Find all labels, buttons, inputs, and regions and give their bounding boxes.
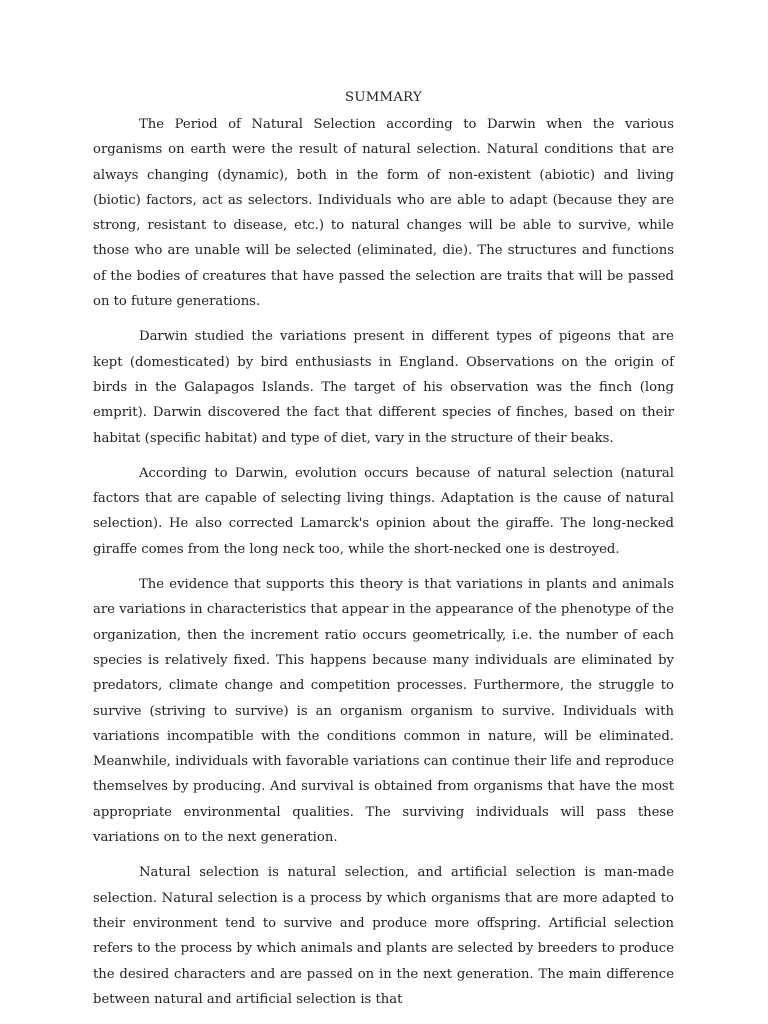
- paragraph-darwin-pigeons-finches: Darwin studied the variations present in different types of pigeons that are kept (domesticated) by bird enthusiasts in England. Observations on the origin of birds in the Galapagos Islands. The target of his observation was the finch (long emprit). Darwin discovered the fact that different species of finches, based on their habitat (specific habitat) and type of diet, vary in the structure of their beaks.: [93, 329, 674, 446]
- paragraph-natural-selection-period: The Period of Natural Selection according to Darwin when the various organisms on earth were the result of natural selection. Natural conditions that are always changing (dynamic), both in the form of non-existent (abiotic) and living (biotic) factors, act as selectors. Individuals who are able to adapt (because they are strong, resistant to disease, etc.) to natural changes will be able to survive, while those who are unable will be selected (eliminated, die). The structures and functions of the bodies of creatures that have passed the selection are traits that will be passed on to future generations.: [93, 117, 674, 310]
- paragraph-natural-vs-artificial: Natural selection is natural selection, and artificial selection is man-made selection. Natural selection is a process by which organisms that are more adapted to their environment tend to survive and produce more offspring. Artificial selection refers to the process by which animals and plants are selected by breeders to produce the desired characters and are passed on in the next generation. The main difference between natural and artificial selection is that: [93, 865, 674, 1007]
- paragraph-evolution-giraffe: According to Darwin, evolution occurs because of natural selection (natural factors that are capable of selecting living things. Adaptation is the cause of natural selection). He also corrected Lamarck's opinion about the giraffe. The long-necked giraffe comes from the long neck too, while the short-necked one is destroyed.: [93, 465, 674, 557]
- document-body: [93, 88, 674, 1022]
- document-title: SUMMARY: [344, 90, 422, 105]
- paragraph-evidence: The evidence that supports this theory is that variations in plants and animals are variations in characteristics that appear in the appearance of the phenotype of the organization, then the increment ratio occurs geometrically, i.e. the number of each species is relatively fixed. This happens because many individuals are eliminated by predators, climate change and competition processes. Furthermore, the struggle to survive (striving to survive) is an organism organism to survive. Individuals with variations incompatible with the conditions common in nature, will be eliminated. Meanwhile, individuals with favorable variations can continue their life and reproduce themselves by producing. And survival is obtained from organisms that have the most appropriate environmental qualities. The surviving individuals will pass these variations on to the next generation.: [93, 577, 674, 846]
